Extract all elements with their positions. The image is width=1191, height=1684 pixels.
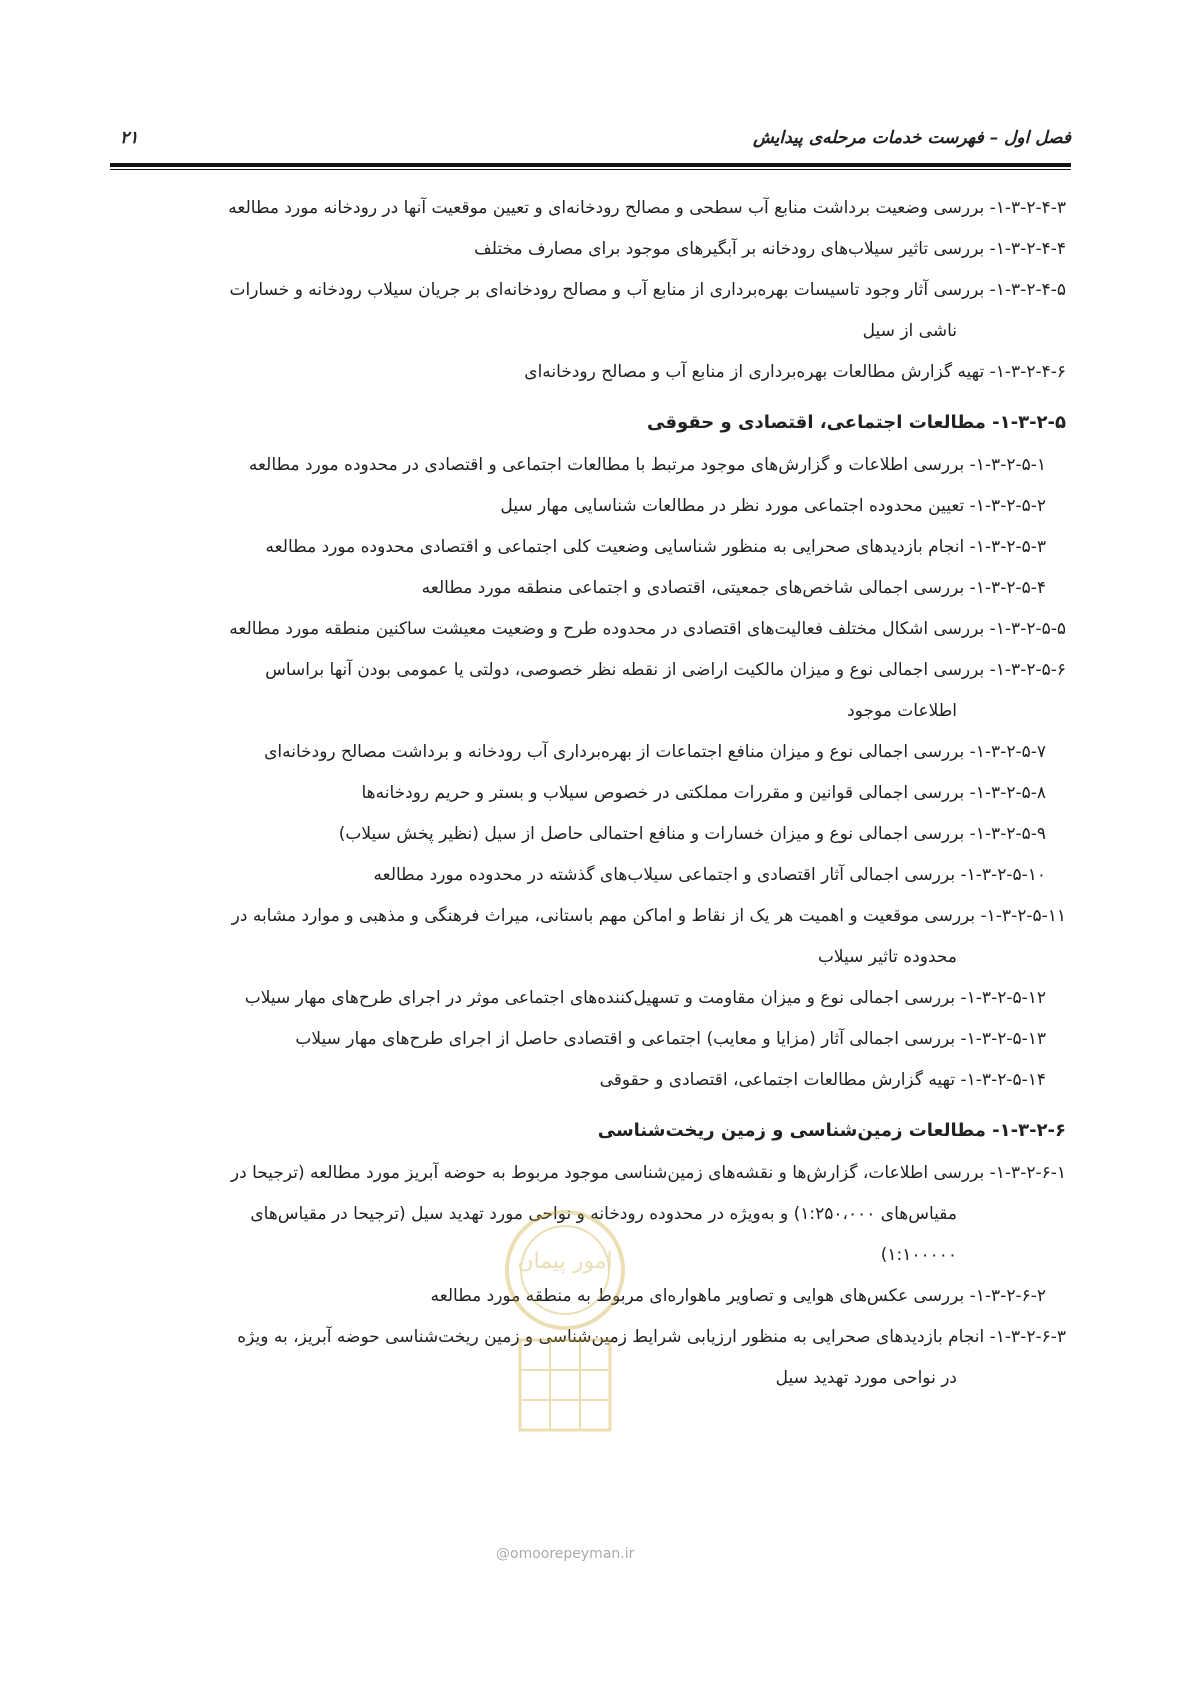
list-item: ۱-۳-۲-۵-۱۰- بررسی اجمالی آثار اقتصادی و اجتماعی سیلاب‌های گذشته در محدوده مورد مطالعه — [373, 865, 1046, 885]
list-item-continuation: اطلاعات موجود — [847, 701, 957, 721]
list-item: ۱-۳-۲-۴-۶- تهیه گزارش مطالعات بهره‌برداری از منابع آب و مصالح رودخانه‌ای — [524, 362, 1066, 382]
list-item-continuation: ۱:۱۰۰۰۰۰) — [880, 1245, 957, 1265]
list-item: ۱-۳-۲-۵-۶- بررسی اجمالی نوع و میزان مالکیت اراضی از نقطه نظر خصوصی، دولتی یا عمومی بودن آنها براساس — [265, 660, 1066, 680]
list-item: ۱-۳-۲-۵-۱۳- بررسی اجمالی آثار (مزایا و معایب) اجتماعی و اقتصادی حاصل از اجرای طرح‌های مهار سیلاب — [295, 1029, 1046, 1049]
header-rule-thick — [110, 163, 1071, 167]
watermark-logo-icon — [490, 1190, 640, 1450]
list-item-continuation: در نواحی مورد تهدید سیل — [775, 1368, 957, 1388]
watermark-logo-text: امور پیمان — [517, 1249, 613, 1274]
list-item-continuation: ناشی از سیل — [862, 321, 957, 341]
list-item: ۱-۳-۲-۴-۳- بررسی وضعیت برداشت منابع آب سطحی و مصالح رودخانه‌ای و تعیین موقعیت آنها در رودخانه مورد مطالعه — [228, 198, 1066, 218]
list-item: ۱-۳-۲-۶-۱- بررسی اطلاعات، گزارش‌ها و نقشه‌های زمین‌شناسی موجود مربوط به حوضه آبریز مورد مطالعه (ترجیحا در — [230, 1163, 1066, 1183]
list-item: ۱-۳-۲-۵-۵- بررسی اشکال مختلف فعالیت‌های اقتصادی در محدوده طرح و وضعیت معیشت ساکنین منطقه مورد مطالعه — [229, 619, 1066, 639]
list-item: ۱-۳-۲-۵-۱۱- بررسی موقعیت و اهمیت هر یک از نقاط و اماکن مهم باستانی، میراث فرهنگی و مذهبی و موارد مشابه در — [231, 906, 1066, 926]
page-header — [110, 128, 1071, 158]
list-item: ۱-۳-۲-۵-۴- بررسی اجمالی شاخص‌های جمعیتی، اقتصادی و اجتماعی منطقه مورد مطالعه — [421, 578, 1046, 598]
list-item: ۱-۳-۲-۵-۸- بررسی اجمالی قوانین و مقررات مملکتی در خصوص سیلاب و بستر و حریم رودخانه‌ها — [361, 783, 1046, 803]
list-item: ۱-۳-۲-۵-۱۲- بررسی اجمالی نوع و میزان مقاومت و تسهیل‌کننده‌های اجتماعی موثر در اجرای طرح‌های مهار سیلاب — [244, 988, 1046, 1008]
section-heading: ۱-۳-۲-۵- مطالعات اجتماعی، اقتصادی و حقوقی — [647, 412, 1066, 433]
list-item: ۱-۳-۲-۴-۴- بررسی تاثیر سیلاب‌های رودخانه بر آبگیرهای موجود برای مصارف مختلف — [474, 239, 1066, 259]
list-item: ۱-۳-۲-۵-۲- تعیین محدوده اجتماعی مورد نظر در مطالعات شناسایی مهار سیل — [500, 496, 1046, 516]
page-number: ۲۱ — [120, 128, 139, 148]
list-item: ۱-۳-۲-۵-۱- بررسی اطلاعات و گزارش‌های موجود مرتبط با مطالعات اجتماعی و اقتصادی در محدوده مورد مطالعه — [248, 455, 1046, 475]
list-item: ۱-۳-۲-۵-۷- بررسی اجمالی نوع و میزان منافع اجتماعات از بهره‌برداری آب رودخانه و برداشت مصالح رودخانه‌ای — [264, 742, 1046, 762]
list-item: ۱-۳-۲-۴-۵- بررسی آثار وجود تاسیسات بهره‌برداری از منابع آب و مصالح رودخانه‌ای بر جریان سیلاب رودخانه و خسارات — [229, 280, 1066, 300]
list-item: ۱-۳-۲-۵-۱۴- تهیه گزارش مطالعات اجتماعی، اقتصادی و حقوقی — [599, 1070, 1046, 1090]
list-item: ۱-۳-۲-۶-۲- بررسی عکس‌های هوایی و تصاویر ماهواره‌ای مربوط به منطقه مورد مطالعه — [430, 1286, 1046, 1306]
chapter-title: فصل اول – فهرست خدمات مرحله‌ی پیدایش — [753, 128, 1071, 148]
header-rule-thin — [110, 169, 1071, 170]
list-item: ۱-۳-۲-۵-۹- بررسی اجمالی نوع و میزان خسارات و منافع احتمالی حاصل از سیل (نظیر پخش سیلاب) — [338, 824, 1046, 844]
list-item: ۱-۳-۲-۵-۳- انجام بازدیدهای صحرایی به منظور شناسایی وضعیت کلی اجتماعی و اقتصادی محدوده مورد مطالعه — [265, 537, 1046, 557]
watermark-url: @omoorepeyman.ir — [496, 1546, 635, 1562]
list-item-continuation: مقیاس‌های ۱:۲۵۰،۰۰۰) و به‌ویژه در محدوده رودخانه و نواحی مورد تهدید سیل (ترجیحا در مقیاس‌های — [250, 1204, 957, 1224]
section-heading: ۱-۳-۲-۶- مطالعات زمین‌شناسی و زمین ریخت‌شناسی — [597, 1120, 1066, 1141]
list-item-continuation: محدوده تاثیر سیلاب — [817, 947, 957, 967]
list-item: ۱-۳-۲-۶-۳- انجام بازدیدهای صحرایی به منظور ارزیابی شرایط زمین‌شناسی و زمین ریخت‌شناسی حوضه آبریز، به ویژه — [237, 1327, 1066, 1347]
